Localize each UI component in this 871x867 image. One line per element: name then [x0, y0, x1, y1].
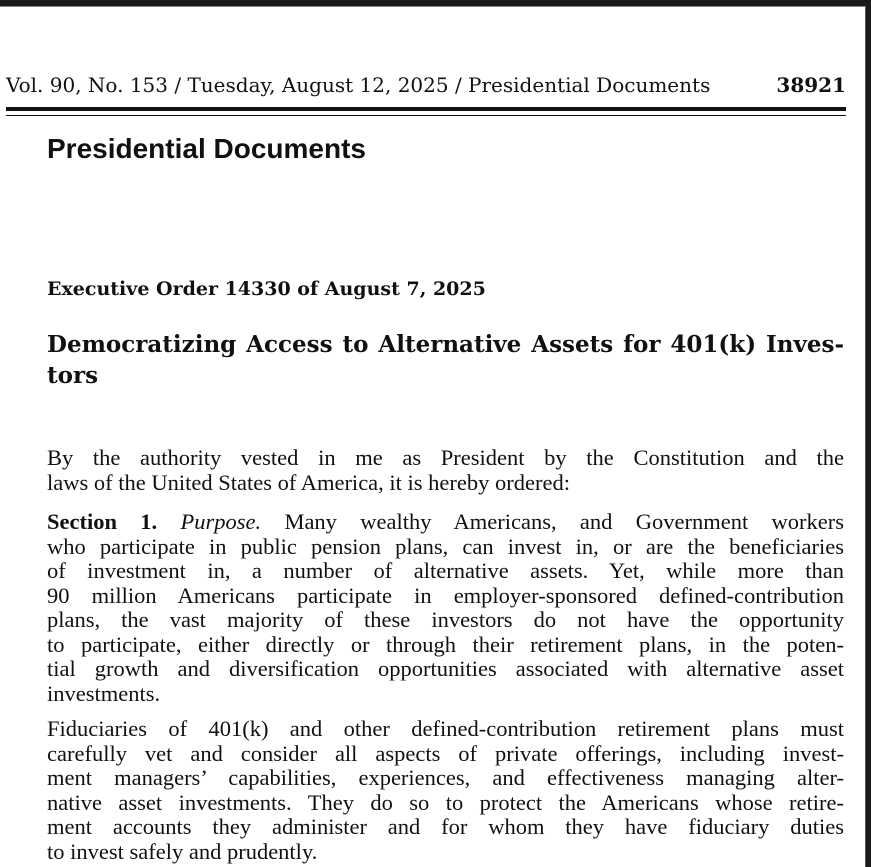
fiduciaries-line: ment accounts they administer and for whom they have fiduciary duties	[47, 814, 844, 839]
fiduciaries-paragraph	[47, 717, 844, 864]
fiduciaries-line: to invest safely and prudently.	[47, 838, 318, 864]
section-1-line: who participate in public pension plans, can invest in, or are the beneficiaries	[47, 533, 844, 559]
header-rule-thin	[6, 115, 846, 116]
section-title: Presidential Documents	[47, 133, 366, 164]
section-1-line: 90 million Americans participate in employer-sponsored defined-contribution	[47, 582, 844, 608]
section-1-line: tial growth and diversification opportunities associated with alternative asset	[47, 656, 844, 681]
section-1-line: investments.	[47, 680, 161, 706]
section-heading: Purpose.	[180, 509, 262, 534]
running-head: Vol. 90, No. 153 / Tuesday, August 12, 2025 / Presidential Documents	[6, 73, 711, 97]
title-line-1: Democratizing Access to Alternative Assets for 401(k) Inves-	[47, 331, 844, 358]
running-header	[6, 73, 846, 103]
fiduciaries-line: Fiduciaries of 401(k) and other defined-contribution retirement plans must	[47, 716, 844, 741]
section-1-line: plans, the vast majority of these investors do not have the opportunity	[47, 607, 844, 632]
intro-line: By the authority vested in me as President by the Constitution and the	[47, 445, 844, 470]
section-1-text: Many wealthy Americans, and Government workers	[284, 509, 844, 534]
title-line-2: tors	[47, 362, 99, 389]
section-1-paragraph	[47, 510, 844, 706]
executive-order-title	[47, 329, 844, 391]
section-1-first-line	[47, 510, 844, 535]
fiduciaries-line: carefully vet and consider all aspects of private offerings, including invest-	[47, 740, 844, 766]
section-1-line: to participate, either directly or through their retirement plans, in the poten-	[47, 631, 844, 657]
section-label: Section 1.	[47, 509, 158, 534]
executive-order-number: Executive Order 14330 of August 7, 2025	[47, 278, 486, 300]
intro-paragraph	[47, 446, 844, 495]
fiduciaries-line: ment managers’ capabilities, experiences, and effectiveness managing alter-	[47, 765, 844, 790]
intro-line: laws of the United States of America, it is hereby ordered:	[47, 469, 570, 495]
header-rule-thick	[6, 107, 846, 111]
page-number: 38921	[776, 73, 846, 97]
fiduciaries-line: native asset investments. They do so to protect the Americans whose retire-	[47, 789, 844, 815]
document-page	[0, 6, 866, 867]
section-1-line: of investment in, a number of alternative assets. Yet, while more than	[47, 558, 844, 583]
